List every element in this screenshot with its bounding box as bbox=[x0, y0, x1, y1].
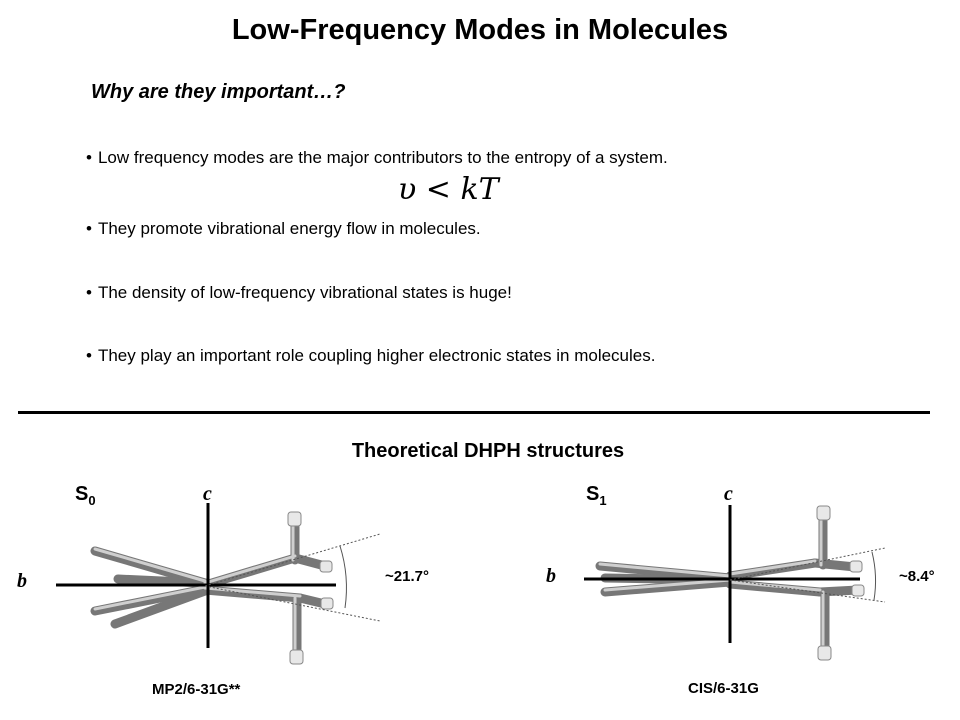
s1-state-label: $S_1$ bbox=[586, 483, 607, 508]
s1-molecule bbox=[584, 505, 885, 660]
s1-angle-label: ~8.4° bbox=[899, 568, 935, 585]
page-title: Low-Frequency Modes in Molecules bbox=[231, 14, 729, 46]
s0-c-axis-label: c bbox=[203, 483, 212, 505]
s1-method-label: CIS/6-31G bbox=[688, 680, 759, 697]
formula: υ < kT bbox=[398, 172, 499, 207]
s0-state-label: $S_0$ bbox=[75, 483, 96, 508]
bullet-energy-flow: • They promote vibrational energy flow in molecules. bbox=[86, 219, 481, 238]
s0-method-label: MP2/6-31G** bbox=[152, 681, 241, 698]
subtitle: Why are they important…? bbox=[91, 81, 346, 103]
bullet-coupling: • They play an important role coupling higher electronic states in molecules. bbox=[86, 346, 656, 365]
s1-b-axis-label: b bbox=[546, 565, 556, 587]
bullet-density: • The density of low-frequency vibrational states is huge! bbox=[86, 283, 512, 302]
s1-c-axis-label: c bbox=[724, 483, 733, 505]
s0-molecule bbox=[56, 503, 380, 664]
section-title: Theoretical DHPH structures bbox=[351, 440, 625, 462]
bullet-entropy: • Low frequency modes are the major contributors to the entropy of a system. bbox=[86, 148, 668, 167]
s0-angle-label: ~21.7° bbox=[385, 568, 429, 585]
s0-b-axis-label: b bbox=[17, 570, 27, 592]
